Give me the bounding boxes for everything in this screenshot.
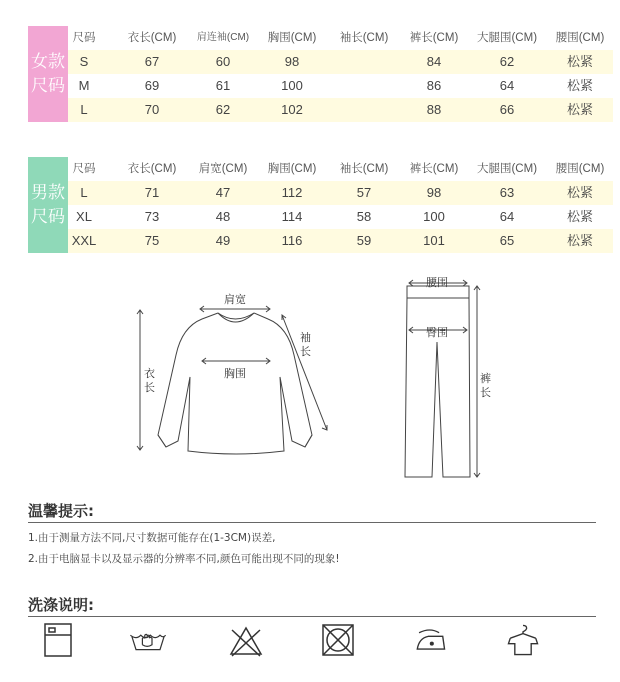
table-cell: 70: [144, 102, 160, 117]
header-cell: 衣长(CM): [127, 32, 177, 44]
header-cell: 袖长(CM): [339, 163, 389, 175]
header-cell: 腰围(CM): [555, 163, 605, 175]
header-cell: 肩宽(CM): [198, 163, 248, 175]
tips-title: 温馨提示:: [28, 502, 94, 520]
women-size-table: [28, 26, 613, 122]
table-cell: 73: [144, 209, 160, 224]
table-cell: 69: [144, 78, 160, 93]
women-header-row: [68, 26, 613, 50]
table-cell: 松紧: [566, 102, 594, 117]
table-cell: 松紧: [566, 78, 594, 93]
table-cell: 61: [215, 78, 231, 93]
header-cell: 裤长(CM): [409, 163, 459, 175]
men-header-row: [68, 157, 613, 181]
table-row: [68, 50, 613, 74]
shirt-diagram: [130, 285, 340, 460]
header-cell: 大腿围(CM): [476, 32, 538, 44]
table-cell: 60: [215, 54, 231, 69]
table-cell: 47: [215, 185, 231, 200]
table-cell: 62: [499, 54, 515, 69]
men-size-table: [28, 157, 613, 253]
header-cell: 腰围(CM): [555, 32, 605, 44]
header-cell: 胸围(CM): [267, 163, 317, 175]
table-cell: L: [80, 185, 88, 200]
header-cell: 裤长(CM): [409, 32, 459, 44]
washing-divider: [28, 616, 596, 617]
table-cell: 116: [281, 233, 303, 248]
washing-title: 洗涤说明:: [28, 596, 94, 614]
women-side-label-line2: 尺码: [31, 76, 65, 96]
table-cell: 101: [423, 233, 445, 248]
table-cell: 58: [356, 209, 372, 224]
men-side-label: [28, 157, 68, 253]
table-cell: 84: [426, 54, 442, 69]
length-label: 衣长: [144, 367, 155, 394]
table-cell: 64: [499, 209, 515, 224]
chest-label: 胸围: [224, 367, 246, 380]
table-cell: 114: [281, 209, 303, 224]
table-cell: 75: [144, 233, 160, 248]
table-cell: 88: [426, 102, 442, 117]
no-tumble-dry-icon: [318, 620, 358, 660]
women-side-label: [28, 26, 68, 122]
table-cell: 63: [499, 185, 515, 200]
table-cell: 松紧: [566, 54, 594, 69]
pants-diagram: [395, 272, 505, 484]
table-cell: 62: [215, 102, 231, 117]
table-row: [68, 205, 613, 229]
header-cell: 肩连袖(CM): [196, 32, 250, 43]
table-row: [68, 74, 613, 98]
pants-length-label: 裤长: [480, 372, 491, 399]
header-cell: 尺码: [72, 163, 96, 175]
shoulder-label: 肩宽: [224, 293, 246, 306]
table-cell: M: [78, 78, 90, 93]
table-cell: S: [79, 54, 89, 69]
tip-item: 1.由于测量方法不同,尺寸数据可能存在(1-3CM)误差,: [28, 532, 276, 544]
sleeve-label: 袖长: [300, 331, 311, 358]
tumble-dry-icon: [40, 620, 80, 660]
table-cell: 64: [499, 78, 515, 93]
table-cell: 67: [144, 54, 160, 69]
table-cell: 59: [356, 233, 372, 248]
table-row: [68, 181, 613, 205]
table-cell: 100: [423, 209, 445, 224]
header-cell: 衣长(CM): [127, 163, 177, 175]
hang-dry-icon: [503, 620, 543, 660]
header-cell: 大腿围(CM): [476, 163, 538, 175]
header-cell: 尺码: [72, 32, 96, 44]
hand-wash-icon: [128, 620, 168, 660]
table-cell: 松紧: [566, 185, 594, 200]
table-cell: 65: [499, 233, 515, 248]
table-cell: 100: [281, 78, 303, 93]
table-cell: XL: [76, 209, 92, 224]
table-cell: 86: [426, 78, 442, 93]
tips-divider: [28, 522, 596, 523]
table-row: [68, 229, 613, 253]
waist-label: 腰围: [426, 276, 448, 289]
women-side-label-line1: 女款: [31, 52, 65, 72]
table-cell: 112: [281, 185, 303, 200]
iron-low-icon: [410, 620, 450, 660]
table-cell: 49: [215, 233, 231, 248]
table-cell: 98: [284, 54, 300, 69]
table-cell: 71: [144, 185, 160, 200]
table-cell: 98: [426, 185, 442, 200]
table-cell: 松紧: [566, 233, 594, 248]
tip-item: 2.由于电脑显卡以及显示器的分辨率不同,颜色可能出现不同的现象!: [28, 553, 340, 565]
header-cell: 袖长(CM): [339, 32, 389, 44]
hip-label: 臀围: [426, 326, 448, 339]
table-cell: XXL: [71, 233, 97, 248]
table-cell: 66: [499, 102, 515, 117]
table-cell: 57: [356, 185, 372, 200]
header-cell: 胸围(CM): [267, 32, 317, 44]
table-row: [68, 98, 613, 122]
table-cell: 48: [215, 209, 231, 224]
men-side-label-line2: 尺码: [31, 207, 65, 227]
table-cell: L: [80, 102, 88, 117]
men-side-label-line1: 男款: [31, 183, 65, 203]
table-cell: 102: [281, 102, 303, 117]
table-cell: 松紧: [566, 209, 594, 224]
no-bleach-icon: [226, 620, 266, 660]
